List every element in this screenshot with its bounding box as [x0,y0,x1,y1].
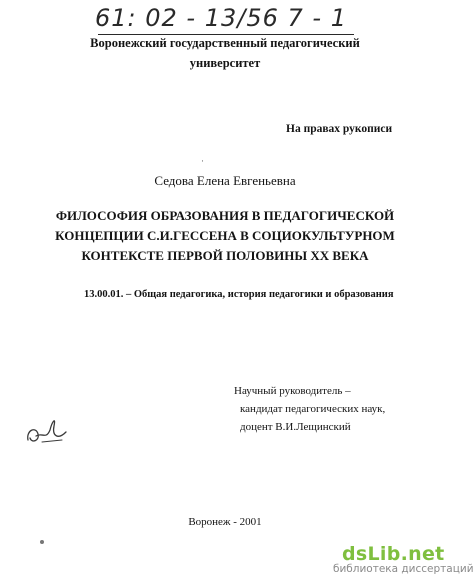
supervisor-name: доцент В.И.Лещинский [240,421,351,433]
supervisor-degree: кандидат педагогических наук, [240,403,386,415]
dissertation-title [0,206,450,266]
dslib-watermark-logo: dsLib.net [342,543,445,565]
scan-artifact [40,540,44,544]
city-year: Воронеж - 2001 [188,516,262,528]
handwritten-archive-code: 61: 02 - 13/56 7 - 1 [95,4,347,32]
handwritten-signature [22,410,72,450]
specialty-code: 13.00.01. – Общая педагогика, история педагогики и образования [84,289,394,300]
title-line-1: ФИЛОСОФИЯ ОБРАЗОВАНИЯ В ПЕДАГОГИЧЕСКОЙ [55,208,395,223]
dslib-watermark-caption: библиотека диссертаций [333,563,474,575]
manuscript-rights-note: На правах рукописи [286,123,393,135]
supervisor-block [234,382,385,436]
title-line-2: КОНЦЕПЦИИ С.И.ГЕССЕНА В СОЦИОКУЛЬТУРНОМ [55,228,395,243]
university-name-line-2: университет [189,56,261,70]
stamp-underline [98,34,354,35]
title-line-3: КОНТЕКСТЕ ПЕРВОЙ ПОЛОВИНЫ XX ВЕКА [81,248,369,263]
author-name: Седова Елена Евгеньевна [154,173,296,188]
supervisor-role: Научный руководитель – [234,385,351,397]
university-name-line-1: Воронежский государственный педагогический [90,36,360,50]
scan-dot-mark: · [201,156,204,166]
